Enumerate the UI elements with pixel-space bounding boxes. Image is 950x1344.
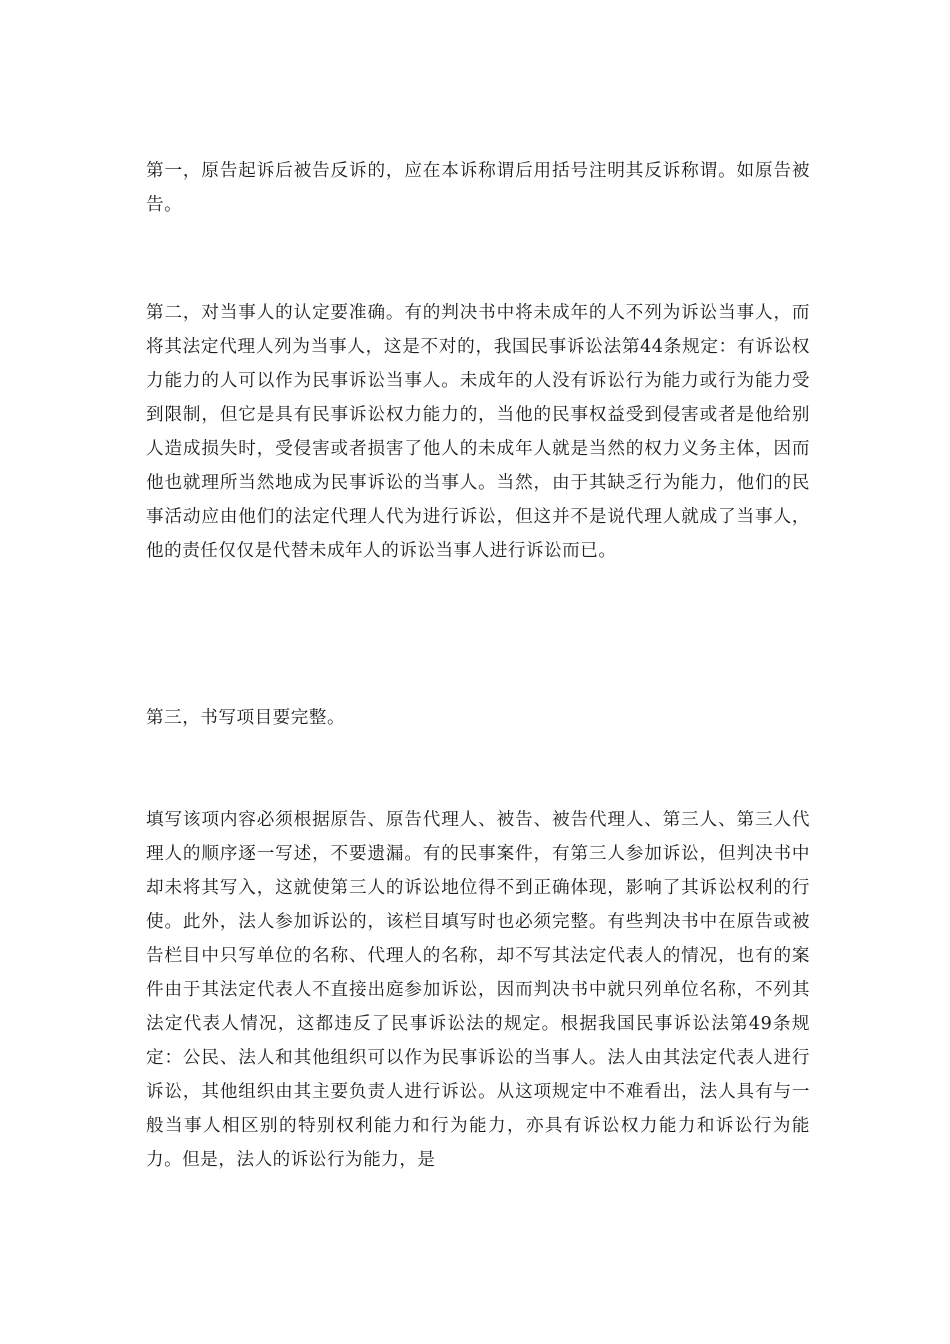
paragraph-first-point: 第一，原告起诉后被告反诉的，应在本诉称谓后用括号注明其反诉称谓。如原告被告。 — [146, 161, 810, 215]
paragraph-third-point-body: 填写该项内容必须根据原告、原告代理人、被告、被告代理人、第三人、第三人代理人的顺序逐一写述，不要遗漏。有的民事案件，有第三人参加诉讼，但判决书中却未将其写入，这就使第三人的诉讼地位得不到正确体现，影响了其诉讼权利的行使。此外，法人参加诉讼的，该栏目填写时也必须完整。有些判决书中在原告或被告栏目中只写单位的名称、代理人的名称，却不写其法定代表人的情况，也有的案件由于其法定代表人不直接出庭参加诉讼，因而判决书中就只列单位名称，不列其法定代表人情况，这都违反了民事诉讼法的规定。根据我国民事诉讼法第49条规定：公民、法人和其他组织可以作为民事诉讼的当事人。法人由其法定代表人进行诉讼，其他组织由其主要负责人进行诉讼。从这项规定中不难看出，法人具有与一般当事人相区别的特别权利能力和行为能力，亦具有诉讼权力能力和诉讼行为能力。但是，法人的诉讼行为能力，是 — [146, 810, 810, 1170]
paragraph-third-point-heading: 第三，书写项目要完整。 — [146, 708, 346, 728]
paragraph-second-point: 第二，对当事人的认定要准确。有的判决书中将未成年的人不列为诉讼当事人，而将其法定代理人列为当事人，这是不对的，我国民事诉讼法第44条规定：有诉讼权力能力的人可以作为民事诉讼当事人。未成年的人没有诉讼行为能力或行为能力受到限制，但它是具有民事诉讼权力能力的，当他的民事权益受到侵害或者是他给别人造成损失时，受侵害或者损害了他人的未成年人就是当然的权力义务主体，因而他也就理所当然地成为民事诉讼的当事人。当然，由于其缺乏行为能力，他们的民事活动应由他们的法定代理人代为进行诉讼，但这并不是说代理人就成了当事人，他的责任仅仅是代替未成年人的诉讼当事人进行诉讼而已。 — [146, 303, 810, 561]
